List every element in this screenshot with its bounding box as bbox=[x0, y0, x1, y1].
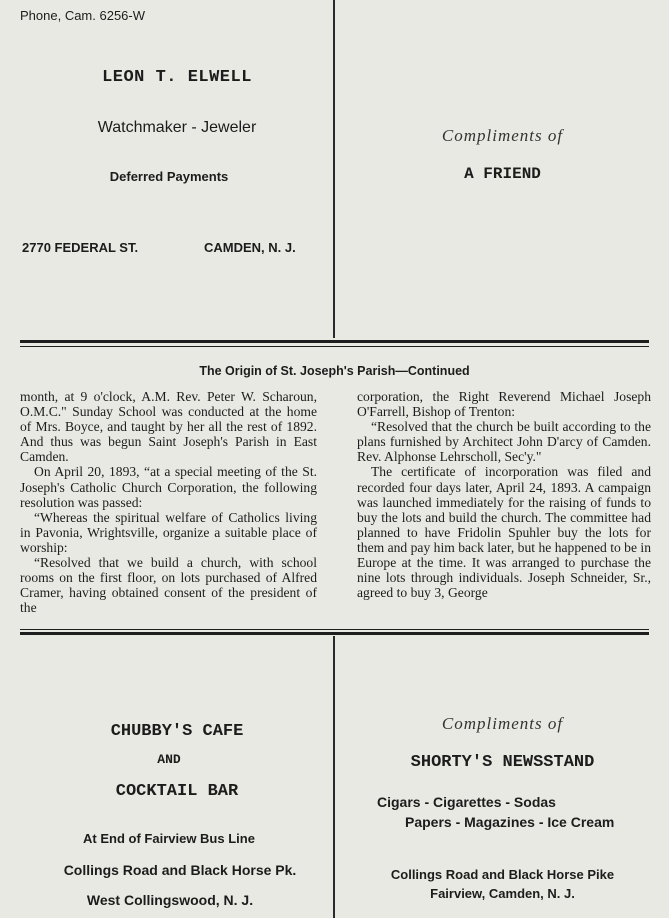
paragraph: “Whereas the spiritual welfare of Catholics living in Pavonia, Wrightsville, organize a suitable place of worship: bbox=[20, 509, 317, 555]
paragraph: On April 20, 1893, “at a special meeting of the St. Joseph's Catholic Church Corporation, the following resolution was passed: bbox=[20, 464, 317, 510]
cafe-name: CHUBBY'S CAFE bbox=[110, 722, 244, 741]
business-trade: Watchmaker - Jeweler bbox=[97, 119, 257, 136]
and-text: AND bbox=[157, 752, 181, 767]
goods-line-1: Cigars - Cigarettes - Sodas bbox=[377, 794, 556, 810]
street-address: 2770 FEDERAL ST. bbox=[22, 240, 139, 255]
payment-terms: Deferred Payments bbox=[109, 169, 229, 184]
bar-name: COCKTAIL BAR bbox=[115, 782, 239, 801]
compliments-text: Compliments of bbox=[441, 126, 564, 145]
phone-number: Phone, Cam. 6256-W bbox=[20, 8, 146, 23]
lower-rule-thin bbox=[20, 629, 649, 630]
city-address: CAMDEN, N. J. bbox=[204, 240, 296, 255]
newsstand-name: SHORTY'S NEWSSTAND bbox=[410, 753, 595, 772]
upper-rule-thin bbox=[20, 346, 649, 347]
paragraph: corporation, the Right Reverend Michael Joseph O'Farrell, Bishop of Trenton: bbox=[357, 389, 651, 420]
article-heading: The Origin of St. Joseph's Parish—Continued bbox=[199, 364, 470, 378]
top-column-divider bbox=[333, 0, 335, 338]
article-left-column bbox=[20, 389, 317, 615]
upper-rule-thick bbox=[20, 340, 649, 343]
city-text: West Collingswood, N. J. bbox=[86, 892, 254, 908]
article-right-column bbox=[357, 389, 651, 600]
donor-name: A FRIEND bbox=[464, 165, 541, 183]
lower-rule-thick bbox=[20, 632, 649, 635]
paragraph: month, at 9 o'clock, A.M. Rev. Peter W. Scharoun, O.M.C." Sunday School was conducted at the home of Mrs. Boyce, and taught by her all the rest of 1892. And thus was begun Saint Joseph's Parish in East Camden. bbox=[20, 389, 317, 465]
paragraph: The certificate of incorporation was filed and recorded four days later, April 24, 1893. A campaign was launched immediately for the raising of funds to buy the lots and build the church. The committee had planned to have Fridolin Spuhler buy the lots for them and pay him back later, but he happened to be in Europe at the time. It was arranged to purchase the nine lots through individuals. Joseph Schneider, Sr., agreed to buy 3, George bbox=[357, 464, 651, 601]
compliments-text: Compliments of bbox=[441, 714, 564, 733]
business-name: LEON T. ELWELL bbox=[102, 68, 252, 87]
paragraph: “Resolved that the church be built according to the plans furnished by Architect John D'arcy of Camden. Rev. Alphonse Lehrscholl, Sec'y." bbox=[357, 419, 651, 465]
location-text: At End of Fairview Bus Line bbox=[83, 831, 255, 846]
goods-line-2: Papers - Magazines - Ice Cream bbox=[405, 814, 615, 830]
road-text: Collings Road and Black Horse Pike bbox=[390, 867, 615, 882]
city-text: Fairview, Camden, N. J. bbox=[430, 886, 575, 901]
road-text: Collings Road and Black Horse Pk. bbox=[63, 862, 297, 878]
paragraph: “Resolved that we build a church, with school rooms on the first floor, on lots purchased of Alfred Cramer, having obtained consent of the president of the bbox=[20, 555, 317, 616]
